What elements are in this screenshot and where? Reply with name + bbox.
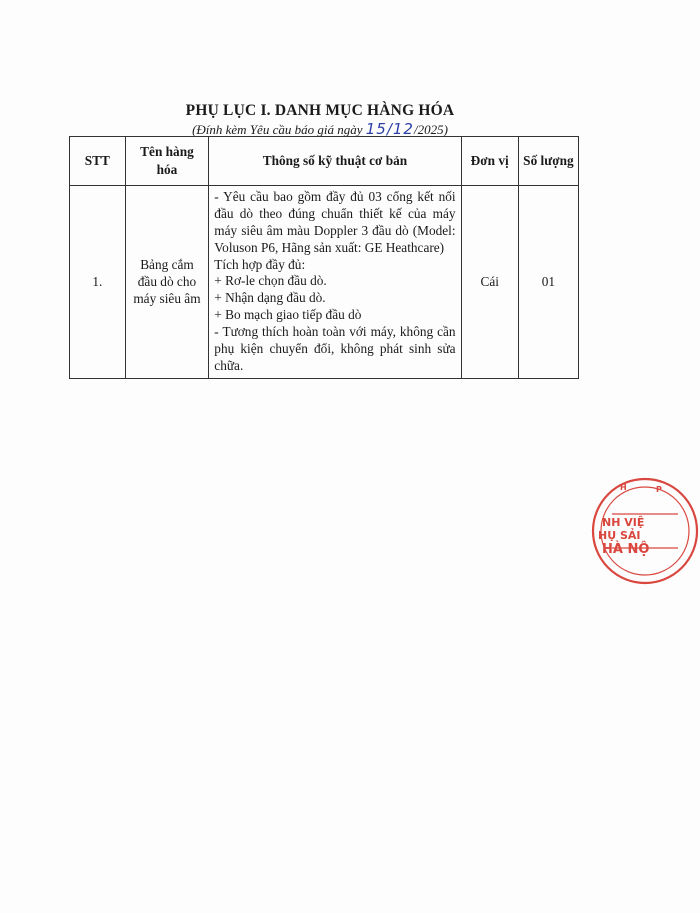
spec-line: + Rơ-le chọn đầu dò. [214, 273, 327, 289]
stamp-text: H [620, 483, 627, 492]
header-name: Tên hàng hóa [125, 137, 209, 186]
spec-line: Tích hợp đầy đủ: [214, 256, 306, 272]
goods-table [69, 136, 579, 379]
header-qty: Số lượng [518, 137, 578, 186]
cell-qty: 01 [518, 186, 578, 379]
appendix-title: PHỤ LỤC I. DANH MỤC HÀNG HÓA [185, 102, 455, 119]
subtitle-suffix: /2025) [413, 122, 448, 137]
stamp-text: NH VIỆ [602, 516, 645, 529]
red-seal-stamp [590, 476, 700, 586]
handwritten-date: 15/12 [365, 120, 414, 138]
table-row [70, 186, 579, 379]
spec-line: + Bo mạch giao tiếp đầu dò [214, 307, 362, 323]
cell-stt: 1. [70, 186, 126, 379]
spec-line: + Nhận dạng đầu dò. [214, 290, 326, 306]
spec-line: - Yêu cầu bao gồm đầy đủ 03 cổng kết nối đầu dò theo đúng chuẩn thiết kế của máy máy siêu âm màu Doppler 3 đầu dò (Model: Voluson P6, Hãng sản xuất: GE Heathcare) [214, 189, 456, 255]
stamp-text: HỤ SẢI [598, 529, 641, 542]
header-stt: STT [70, 137, 126, 186]
header-spec: Thông số kỹ thuật cơ bản [209, 137, 461, 186]
cell-name: Bảng cắm đầu dò cho máy siêu âm [125, 186, 209, 379]
cell-unit: Cái [461, 186, 518, 379]
stamp-text: HÀ NỘ [602, 542, 650, 557]
subtitle-prefix: (Đính kèm Yêu cầu báo giá ngày [192, 122, 366, 137]
cell-spec [209, 186, 461, 379]
table-header-row [70, 137, 579, 186]
spec-line: - Tương thích hoàn toàn với máy, không cần phụ kiện chuyển đổi, không phát sinh sửa chữa. [214, 324, 456, 373]
stamp-text: P [656, 485, 662, 494]
header-unit: Đơn vị [461, 137, 518, 186]
